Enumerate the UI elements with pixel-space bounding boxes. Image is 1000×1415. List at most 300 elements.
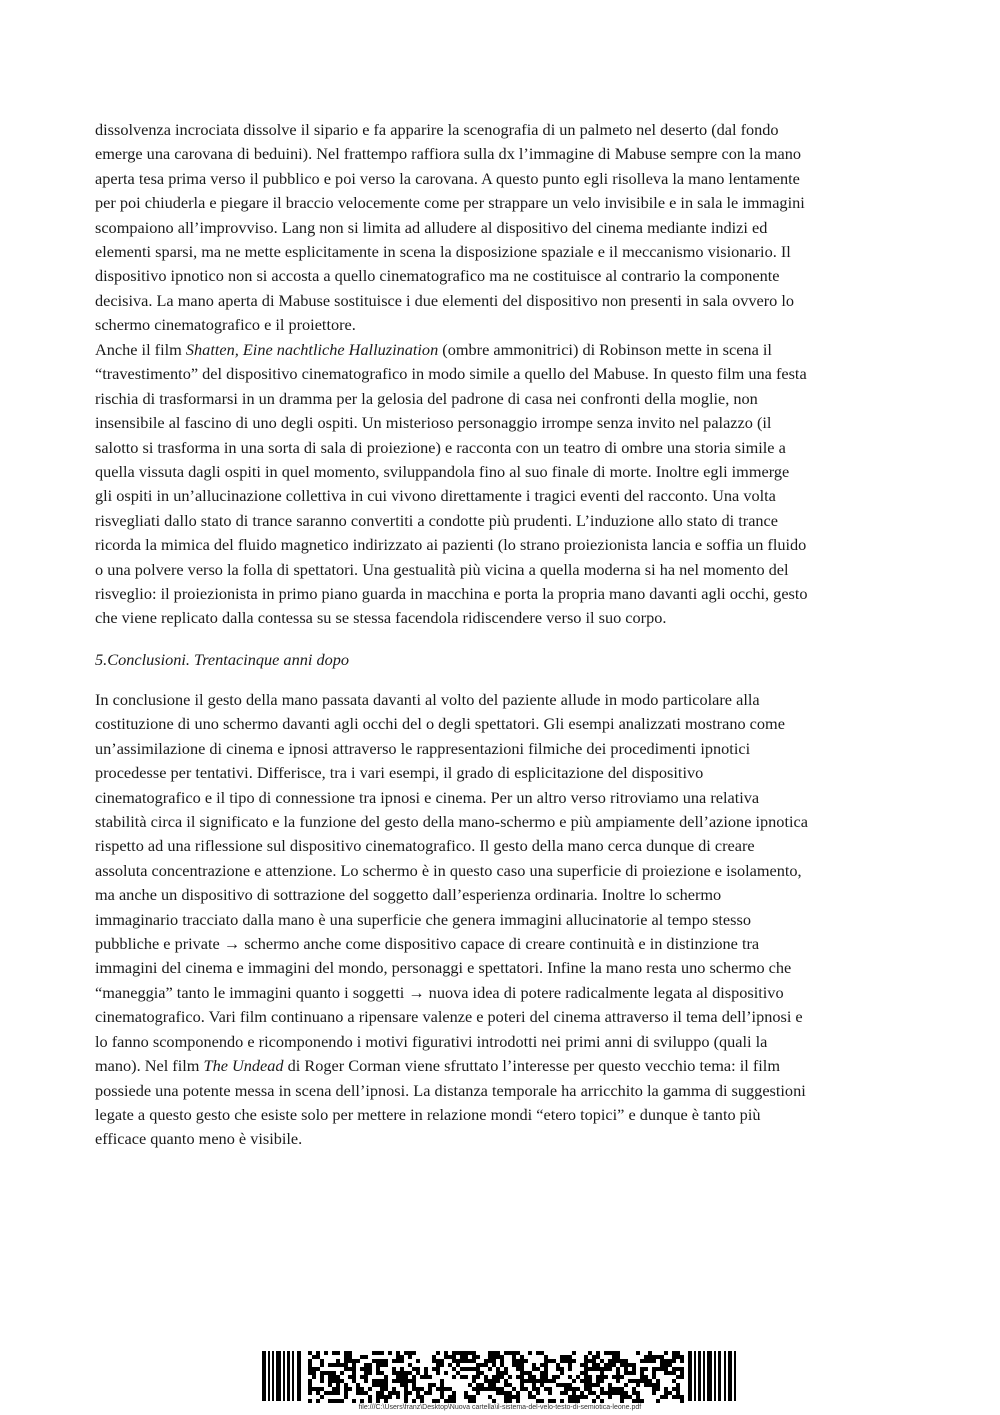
barcode-module bbox=[600, 1379, 604, 1383]
barcode-module bbox=[640, 1375, 644, 1379]
barcode-module bbox=[516, 1363, 520, 1367]
barcode-module bbox=[652, 1383, 656, 1387]
barcode-module bbox=[616, 1355, 620, 1359]
barcode-module bbox=[332, 1379, 336, 1383]
barcode-module bbox=[568, 1367, 572, 1371]
text-line: salotto si trasforma in una sorta di sala di proiezione) e racconta con un teatro di ombre una storia simile a bbox=[95, 437, 786, 457]
barcode-module bbox=[344, 1351, 348, 1355]
barcode-module bbox=[348, 1387, 352, 1391]
barcode-module bbox=[396, 1355, 400, 1359]
barcode-module bbox=[612, 1375, 616, 1379]
barcode-module bbox=[380, 1379, 384, 1383]
barcode-module bbox=[396, 1379, 400, 1383]
barcode-module bbox=[560, 1355, 564, 1359]
barcode-module bbox=[496, 1355, 500, 1359]
barcode-module bbox=[680, 1395, 684, 1399]
barcode-module bbox=[368, 1387, 372, 1391]
barcode-module bbox=[472, 1355, 476, 1359]
paragraph-2 bbox=[95, 338, 910, 631]
barcode-module bbox=[664, 1367, 668, 1371]
barcode-module bbox=[516, 1395, 520, 1399]
barcode-module bbox=[456, 1363, 460, 1367]
barcode-module bbox=[676, 1391, 680, 1395]
barcode-module bbox=[476, 1375, 480, 1379]
barcode-module bbox=[496, 1351, 500, 1355]
barcode-module bbox=[508, 1395, 512, 1399]
text-line: risveglio: il proiezionista in primo piano guarda in macchina e porta la propria mano davanti agli occhi, gesto bbox=[95, 584, 808, 604]
barcode-module bbox=[600, 1367, 604, 1371]
barcode-module bbox=[448, 1395, 452, 1399]
barcode-module bbox=[416, 1371, 420, 1375]
barcode-module bbox=[348, 1355, 352, 1359]
section-heading: 5.Conclusioni. Trentacinque anni dopo bbox=[95, 650, 350, 669]
barcode-module bbox=[488, 1387, 492, 1391]
barcode-module bbox=[672, 1371, 676, 1375]
text-line: costituzione di uno schermo davanti agli occhi del o degli spettatori. Gli esempi analizzati mostrano come bbox=[95, 714, 785, 734]
text-line: pubbliche e private → schermo anche come dispositivo capace di creare continuità e in distinzione tra bbox=[95, 934, 760, 954]
barcode-module bbox=[584, 1355, 588, 1359]
barcode-module bbox=[468, 1351, 472, 1355]
barcode-module bbox=[676, 1367, 680, 1371]
text-line: dissolvenza incrociata dissolve il sipario e fa apparire la scenografia di un palmeto nel deserto (dal fondo bbox=[95, 120, 779, 139]
barcode-module bbox=[636, 1379, 640, 1383]
barcode-module bbox=[380, 1387, 384, 1391]
text-line: In conclusione il gesto della mano passata davanti al volto del paziente allude in modo particolare alla bbox=[95, 690, 760, 709]
barcode-module bbox=[336, 1351, 340, 1355]
barcode-module bbox=[287, 1351, 290, 1401]
barcode-module bbox=[512, 1363, 516, 1367]
barcode-module bbox=[460, 1359, 464, 1363]
barcode-module bbox=[492, 1363, 496, 1367]
barcode-module bbox=[568, 1387, 572, 1391]
barcode-module bbox=[464, 1391, 468, 1395]
film-title: The Undead bbox=[203, 1056, 284, 1076]
barcode-module bbox=[676, 1351, 680, 1355]
barcode-module bbox=[444, 1351, 448, 1355]
barcode-module bbox=[616, 1375, 620, 1379]
text-line-with-film-title bbox=[95, 338, 910, 362]
text-segment: di Roger Corman viene sfruttato l’interesse per questo vecchio tema: il film bbox=[283, 1056, 780, 1076]
barcode-module bbox=[360, 1391, 364, 1395]
barcode-module bbox=[612, 1355, 616, 1359]
barcode-module bbox=[632, 1391, 636, 1395]
barcode-module bbox=[528, 1391, 532, 1395]
barcode-module bbox=[496, 1391, 500, 1395]
text-line: o una polvere verso la folla di spettatori. Una gestualità più vicina a quella moderna si ha nel momento del bbox=[95, 559, 789, 579]
barcode-module bbox=[356, 1391, 360, 1395]
barcode-module bbox=[588, 1379, 592, 1383]
barcode-module bbox=[436, 1363, 440, 1367]
barcode-module bbox=[504, 1383, 508, 1387]
barcode-module bbox=[572, 1351, 576, 1355]
barcode-module bbox=[628, 1371, 632, 1375]
text-line: possiede una potente messa in scena dell’ipnosi. La distanza temporale ha arricchito la gamma di suggestioni bbox=[95, 1080, 806, 1100]
text-line: cinematografico. Vari film continuano a ripensare valenze e poteri del cinema attraverso il tema dell’ipnosi e bbox=[95, 1007, 803, 1027]
barcode-module bbox=[440, 1395, 444, 1399]
barcode-module bbox=[496, 1371, 500, 1375]
barcode-module bbox=[424, 1367, 428, 1371]
barcode-module bbox=[624, 1363, 628, 1367]
barcode-module bbox=[492, 1355, 496, 1359]
barcode-module bbox=[328, 1379, 332, 1383]
barcode-module bbox=[376, 1383, 380, 1387]
barcode-module bbox=[548, 1379, 552, 1383]
text-line: rispetto ad una riflessione sul dispositivo cinematografico. Il gesto della mano cerca dunque di creare bbox=[95, 836, 755, 856]
barcode-module bbox=[372, 1359, 376, 1363]
barcode-module bbox=[592, 1391, 596, 1395]
barcode-module bbox=[552, 1379, 556, 1383]
barcode-module bbox=[262, 1351, 266, 1401]
barcode-module bbox=[336, 1383, 340, 1387]
barcode-module bbox=[468, 1395, 472, 1399]
barcode-module bbox=[668, 1363, 672, 1367]
barcode-module bbox=[584, 1375, 588, 1379]
barcode-module bbox=[436, 1359, 440, 1363]
barcode-module bbox=[612, 1359, 616, 1363]
barcode-module bbox=[600, 1359, 604, 1363]
barcode-module bbox=[568, 1363, 572, 1367]
barcode-module bbox=[548, 1359, 552, 1363]
barcode-module bbox=[532, 1375, 536, 1379]
barcode-module bbox=[556, 1363, 560, 1367]
barcode-module bbox=[588, 1387, 592, 1391]
barcode-module bbox=[672, 1379, 676, 1383]
barcode-module bbox=[672, 1351, 676, 1355]
barcode-module bbox=[540, 1379, 544, 1383]
barcode-module bbox=[484, 1379, 488, 1383]
barcode-module bbox=[516, 1367, 520, 1371]
barcode-module bbox=[392, 1371, 396, 1375]
barcode-module bbox=[404, 1383, 408, 1387]
barcode-module bbox=[580, 1379, 584, 1383]
barcode-module bbox=[400, 1367, 404, 1371]
barcode-module bbox=[312, 1387, 316, 1391]
barcode-module bbox=[320, 1363, 324, 1367]
barcode-module bbox=[632, 1363, 636, 1367]
barcode-module bbox=[508, 1391, 512, 1395]
barcode-module bbox=[488, 1367, 492, 1371]
barcode-module bbox=[676, 1355, 680, 1359]
barcode-module bbox=[660, 1367, 664, 1371]
barcode-module bbox=[408, 1355, 412, 1359]
barcode-module bbox=[524, 1371, 528, 1375]
barcode-module bbox=[348, 1375, 352, 1379]
barcode-module bbox=[456, 1351, 460, 1355]
barcode-module bbox=[360, 1367, 364, 1371]
barcode-module bbox=[480, 1371, 484, 1375]
barcode-module bbox=[468, 1383, 472, 1387]
barcode-module bbox=[672, 1359, 676, 1363]
barcode-module bbox=[320, 1371, 324, 1375]
barcode-module bbox=[560, 1383, 564, 1387]
text-line: ricorda la mimica del fluido magnetico indirizzato ai pazienti (lo strano proiezionista lancia e soffia un fluido bbox=[95, 535, 807, 555]
barcode-module bbox=[308, 1371, 312, 1375]
barcode-module bbox=[464, 1359, 468, 1363]
barcode-module bbox=[694, 1351, 696, 1401]
barcode-module bbox=[444, 1371, 448, 1375]
barcode-module bbox=[576, 1387, 580, 1391]
barcode-module bbox=[540, 1371, 544, 1375]
barcode-module bbox=[452, 1375, 456, 1379]
barcode-module bbox=[444, 1355, 448, 1359]
barcode-module bbox=[672, 1367, 676, 1371]
barcode-module bbox=[668, 1391, 672, 1395]
barcode-module bbox=[536, 1379, 540, 1383]
barcode-module bbox=[316, 1351, 320, 1355]
barcode-module bbox=[620, 1395, 624, 1399]
barcode-module bbox=[600, 1371, 604, 1375]
barcode-module bbox=[588, 1375, 592, 1379]
barcode-module bbox=[520, 1371, 524, 1375]
barcode-module bbox=[608, 1367, 612, 1371]
text-line: cinematografico e il tipo di connessione tra ipnosi e cinema. Per un altro verso ritroviamo una relativa bbox=[95, 787, 760, 807]
barcode-module bbox=[416, 1391, 420, 1395]
text-line: legate a questo gesto che esiste solo per mettere in relazione mondi “etero topici” e dunque è tanto più bbox=[95, 1104, 761, 1124]
barcode-module bbox=[528, 1351, 532, 1355]
barcode-module bbox=[504, 1391, 508, 1395]
barcode-module bbox=[536, 1387, 540, 1391]
barcode-module bbox=[532, 1367, 536, 1371]
barcode-module bbox=[424, 1375, 428, 1379]
barcode-module bbox=[576, 1375, 580, 1379]
barcode-module bbox=[520, 1375, 524, 1379]
barcode-module bbox=[440, 1359, 444, 1363]
barcode-module bbox=[596, 1367, 600, 1371]
barcode-module bbox=[680, 1367, 684, 1371]
barcode-module bbox=[308, 1367, 312, 1371]
barcode-module bbox=[624, 1383, 628, 1387]
barcode-module bbox=[596, 1395, 600, 1399]
barcode-module bbox=[376, 1363, 380, 1367]
barcode-module bbox=[364, 1379, 368, 1383]
barcode-module bbox=[584, 1371, 588, 1375]
barcode-module bbox=[648, 1379, 652, 1383]
barcode-module bbox=[604, 1363, 608, 1367]
barcode-module bbox=[400, 1359, 404, 1363]
barcode-module bbox=[628, 1379, 632, 1383]
barcode-module bbox=[512, 1395, 516, 1399]
barcode-module bbox=[340, 1371, 344, 1375]
barcode-module bbox=[496, 1379, 500, 1383]
barcode-module bbox=[556, 1367, 560, 1371]
barcode-module bbox=[464, 1367, 468, 1371]
barcode-module bbox=[608, 1359, 612, 1363]
barcode-module bbox=[588, 1383, 592, 1387]
barcode-module bbox=[688, 1351, 692, 1401]
text-line: dispositivo ipnotico non si accosta a quello cinematografico ma ne costituisce al contrario la componente bbox=[95, 266, 780, 286]
barcode-module bbox=[636, 1351, 640, 1355]
barcode-module bbox=[532, 1395, 536, 1399]
barcode-module bbox=[540, 1363, 544, 1367]
barcode-module bbox=[568, 1355, 572, 1359]
barcode-module bbox=[396, 1351, 400, 1355]
barcode-module bbox=[636, 1383, 640, 1387]
barcode-module bbox=[328, 1375, 332, 1379]
barcode-module bbox=[312, 1355, 316, 1359]
barcode-module bbox=[724, 1351, 726, 1401]
barcode-module bbox=[408, 1379, 412, 1383]
barcode-module bbox=[440, 1363, 444, 1367]
barcode-module bbox=[312, 1367, 316, 1371]
text-line: elementi sparsi, ma ne mette esplicitamente in scena la disposizione spaziale e il meccanismo visionario. Il bbox=[95, 242, 791, 262]
barcode-module bbox=[640, 1379, 644, 1383]
text-line: per poi chiuderla e piegare il braccio velocemente come per strappare un velo invisibile e in sala le immagini bbox=[95, 193, 805, 213]
barcode-module bbox=[460, 1375, 464, 1379]
barcode-module bbox=[456, 1359, 460, 1363]
barcode-module bbox=[588, 1367, 592, 1371]
barcode-module bbox=[468, 1359, 472, 1363]
barcode-module bbox=[312, 1371, 316, 1375]
barcode-module bbox=[376, 1371, 380, 1375]
barcode-module bbox=[440, 1379, 444, 1383]
barcode-module bbox=[628, 1395, 632, 1399]
barcode-module bbox=[612, 1351, 616, 1355]
barcode-module bbox=[283, 1351, 285, 1401]
barcode-module bbox=[620, 1363, 624, 1367]
barcode-module bbox=[368, 1367, 372, 1371]
barcode-module bbox=[376, 1367, 380, 1371]
barcode-module bbox=[584, 1383, 588, 1387]
barcode-module bbox=[344, 1355, 348, 1359]
barcode-module bbox=[440, 1391, 444, 1395]
barcode-module bbox=[556, 1375, 560, 1379]
barcode-module bbox=[488, 1359, 492, 1363]
barcode-module bbox=[680, 1359, 684, 1363]
barcode-module bbox=[632, 1379, 636, 1383]
barcode-module bbox=[664, 1391, 668, 1395]
barcode-module bbox=[476, 1391, 480, 1395]
text-line: procedesse per tentativi. Differisce, tra i vari esempi, il grado di esplicitazione del dispositivo bbox=[95, 763, 704, 783]
barcode-module bbox=[668, 1359, 672, 1363]
text-segment: Anche il film bbox=[95, 340, 186, 359]
barcode-module bbox=[632, 1371, 636, 1375]
barcode-module bbox=[336, 1379, 340, 1383]
barcode-module bbox=[564, 1355, 568, 1359]
barcode-module bbox=[480, 1387, 484, 1391]
barcode-module bbox=[576, 1395, 580, 1399]
barcode-module bbox=[484, 1387, 488, 1391]
barcode-module bbox=[648, 1355, 652, 1359]
barcode-module bbox=[680, 1355, 684, 1359]
text-line: efficace quanto meno è visibile. bbox=[95, 1129, 303, 1149]
barcode-module bbox=[608, 1395, 612, 1399]
barcode-module bbox=[392, 1367, 396, 1371]
barcode-module bbox=[332, 1391, 336, 1395]
barcode-module bbox=[416, 1395, 420, 1399]
barcode-module bbox=[396, 1391, 400, 1395]
barcode-module bbox=[492, 1387, 496, 1391]
paragraph-1 bbox=[95, 118, 910, 338]
barcode-module bbox=[368, 1371, 372, 1375]
text-line: assoluta concentrazione e attenzione. Lo schermo è in questo caso una superficie di proiezione e isolamento, bbox=[95, 860, 802, 880]
barcode-module bbox=[580, 1391, 584, 1395]
barcode-module bbox=[672, 1387, 676, 1391]
barcode-module bbox=[452, 1359, 456, 1363]
barcode-module bbox=[364, 1367, 368, 1371]
barcode-module bbox=[452, 1391, 456, 1395]
barcode-module bbox=[360, 1387, 364, 1391]
barcode-module bbox=[412, 1379, 416, 1383]
barcode-module bbox=[580, 1371, 584, 1375]
barcode-module bbox=[564, 1383, 568, 1387]
barcode-module bbox=[292, 1351, 294, 1401]
barcode-module bbox=[308, 1359, 312, 1363]
barcode-module bbox=[444, 1387, 448, 1391]
barcode-module bbox=[308, 1351, 312, 1355]
barcode-module bbox=[396, 1371, 400, 1375]
barcode-module bbox=[412, 1383, 416, 1387]
barcode-module bbox=[332, 1375, 336, 1379]
barcode-module bbox=[380, 1359, 384, 1363]
barcode-module bbox=[560, 1359, 564, 1363]
barcode-module bbox=[328, 1371, 332, 1375]
barcode-module bbox=[384, 1359, 388, 1363]
barcode-module bbox=[616, 1379, 620, 1383]
barcode-module bbox=[516, 1375, 520, 1379]
barcode-module bbox=[714, 1351, 716, 1401]
barcode-module bbox=[400, 1355, 404, 1359]
barcode-module bbox=[664, 1351, 668, 1355]
barcode-module bbox=[468, 1367, 472, 1371]
barcode-module bbox=[368, 1363, 372, 1367]
barcode-module bbox=[400, 1371, 404, 1375]
barcode-module bbox=[320, 1375, 324, 1379]
barcode-module bbox=[676, 1375, 680, 1379]
text-line: gli ospiti in un’allucinazione collettiva in cui vivono direttamente i tragici eventi del racconto. Una volta bbox=[95, 486, 776, 506]
barcode-module bbox=[728, 1351, 732, 1401]
barcode-module bbox=[620, 1359, 624, 1363]
barcode-module bbox=[380, 1391, 384, 1395]
barcode-module bbox=[516, 1359, 520, 1363]
barcode-module bbox=[608, 1363, 612, 1367]
barcode-module bbox=[336, 1375, 340, 1379]
barcode-module bbox=[500, 1355, 504, 1359]
barcode-module bbox=[644, 1367, 648, 1371]
barcode-module bbox=[308, 1383, 312, 1387]
barcode-module bbox=[556, 1383, 560, 1387]
barcode-module bbox=[564, 1391, 568, 1395]
barcode-module bbox=[676, 1395, 680, 1399]
barcode-module bbox=[624, 1371, 628, 1375]
barcode-module bbox=[544, 1371, 548, 1375]
barcode-module bbox=[496, 1375, 500, 1379]
barcode-module bbox=[548, 1387, 552, 1391]
barcode-module bbox=[408, 1391, 412, 1395]
barcode-module bbox=[500, 1387, 504, 1391]
barcode-module bbox=[320, 1359, 324, 1363]
barcode-module bbox=[680, 1371, 684, 1375]
barcode-module bbox=[572, 1395, 576, 1399]
barcode-module bbox=[528, 1395, 532, 1399]
barcode-module bbox=[364, 1355, 368, 1359]
barcode-module bbox=[648, 1351, 652, 1355]
barcode-module bbox=[584, 1367, 588, 1371]
barcode-module bbox=[344, 1363, 348, 1367]
text-line-with-film-title bbox=[95, 1054, 910, 1078]
barcode-module bbox=[416, 1387, 420, 1391]
barcode-module bbox=[664, 1395, 668, 1399]
barcode-module bbox=[368, 1395, 372, 1399]
text-segment: mano). Nel film bbox=[95, 1056, 204, 1076]
barcode-module bbox=[664, 1371, 668, 1375]
barcode-module bbox=[656, 1383, 660, 1387]
barcode-module bbox=[436, 1351, 440, 1355]
barcode-module bbox=[560, 1367, 564, 1371]
barcode-module bbox=[352, 1375, 356, 1379]
barcode-module bbox=[680, 1375, 684, 1379]
barcode-module bbox=[396, 1359, 400, 1363]
text-line: immagini del cinema e immagini del mondo, personaggi e spettatori. Infine la mano resta uno schermo che bbox=[95, 958, 792, 978]
